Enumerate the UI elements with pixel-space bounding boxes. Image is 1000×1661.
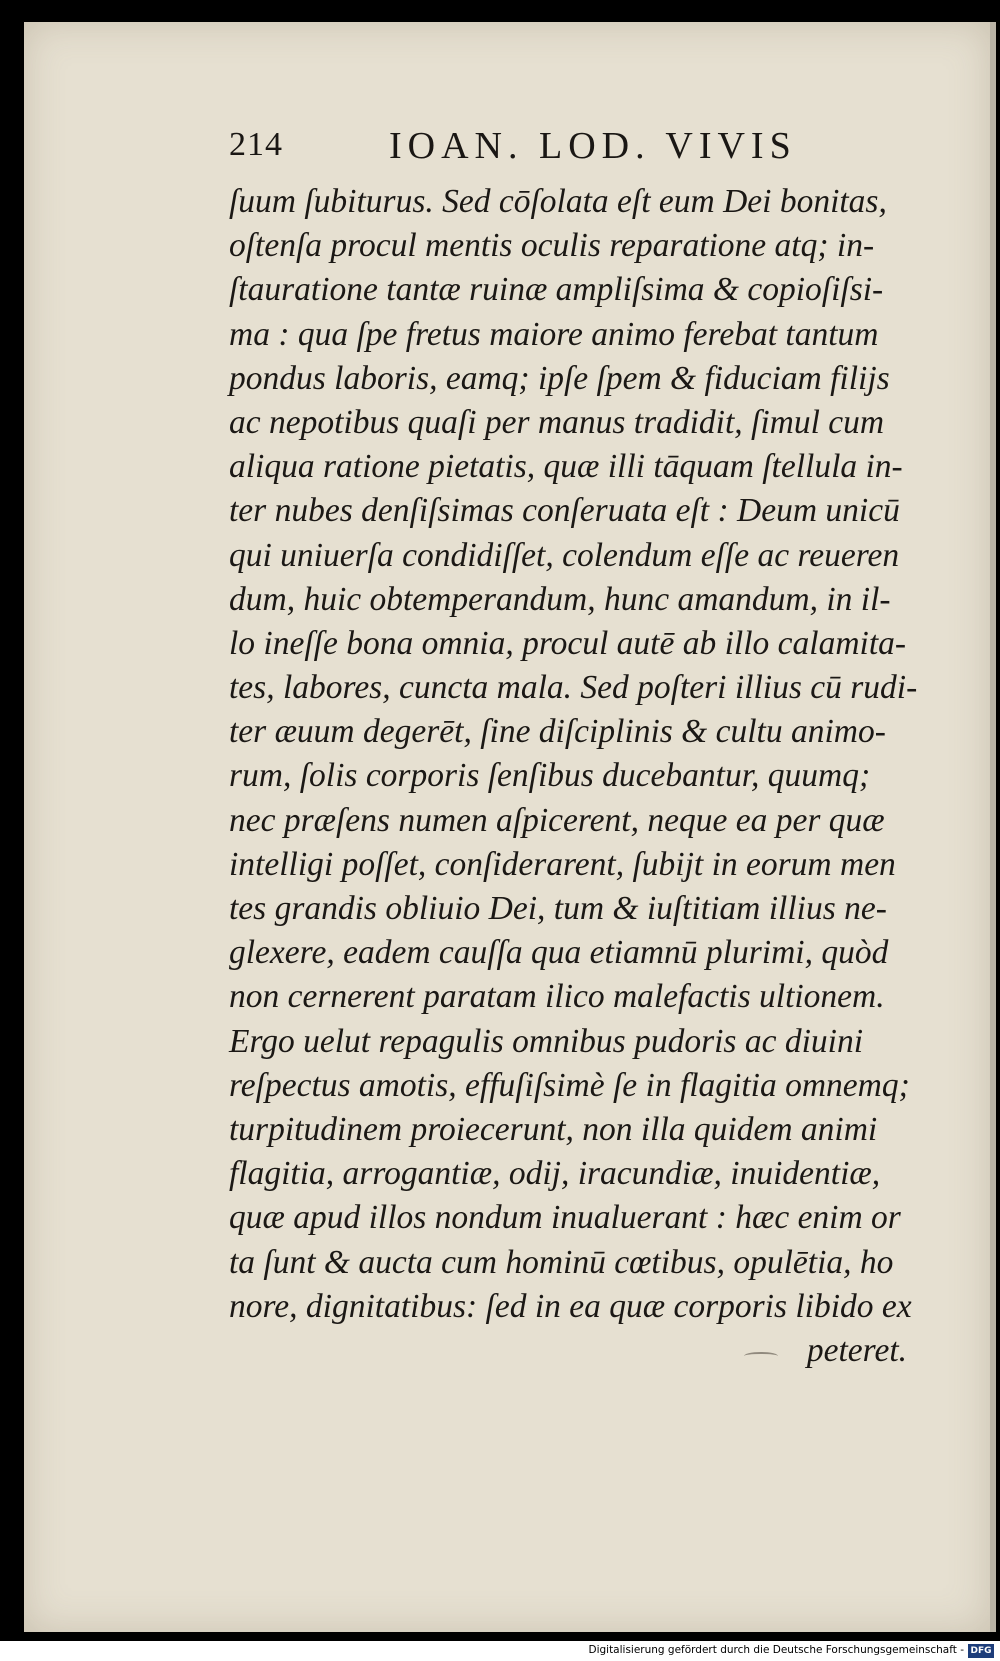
text-line: ac nepotibus quaſi per manus tradidit, ſimul cum: [229, 403, 885, 441]
text-line: ſtauratione tantæ ruinæ ampliſsima & copioſiſsi-: [229, 271, 884, 309]
text-line: non cernerent paratam ilico malefactis ultionem.: [229, 978, 885, 1016]
text-line: ter nubes denſiſsimas conſeruata eſt : Deum unicū: [229, 492, 900, 530]
text-line: quæ apud illos nondum inualuerant : hæc enim or: [229, 1199, 901, 1237]
text-line: ter æuum degerēt, ſine diſciplinis & cultu animo-: [229, 713, 886, 751]
text-line: qui uniuerſa condidiſſet, colendum eſſe ac reueren: [229, 536, 900, 574]
text-line: ma : qua ſpe fretus maiore animo ferebat tantum: [229, 315, 879, 353]
text-line: ſuum ſubiturus. Sed cōſolata eſt eum Dei bonitas,: [229, 183, 887, 220]
text-line: pondus laboris, eamq; ipſe ſpem & fiduciam filijs: [229, 359, 890, 397]
text-line: intelligi poſſet, conſiderarent, ſubijt in eorum men: [229, 845, 896, 883]
text-line: nore, dignitatibus: ſed in ea quæ corporis libido ex: [229, 1287, 912, 1325]
text-line: turpitudinem proiecerunt, non illa quidem animi: [229, 1110, 878, 1148]
text-line: tes grandis obliuio Dei, tum & iuſtitiam illius ne-: [229, 890, 887, 927]
text-line: lo ineſſe bona omnia, procul autē ab illo calamita-: [229, 624, 907, 662]
text-line: reſpectus amotis, effuſiſsimè ſe in flagitia omnemq;: [229, 1066, 910, 1104]
text-line: oſtenſa procul mentis oculis reparatione atq; in-: [229, 227, 875, 265]
running-head: IOAN. LOD. VIVIS: [389, 125, 797, 167]
digitization-footer: [0, 1641, 1000, 1661]
page-header: [229, 120, 849, 170]
text-line: aliqua ratione pietatis, quæ illi tāquam ſtellula in-: [229, 448, 903, 486]
text-line: glexere, eadem cauſſa qua etiamnū plurimi, quòd: [229, 934, 889, 972]
funding-credit: Digitalisierung gefördert durch die Deutsche Forschungsgemeinschaft -: [588, 1644, 964, 1656]
text-line: nec præſens numen aſpicerent, neque ea per quæ: [229, 801, 885, 839]
page-number: 214: [229, 126, 283, 163]
body-text: [229, 180, 929, 1373]
dfg-logo-icon: DFG: [968, 1644, 994, 1658]
book-page: [24, 22, 996, 1632]
printer-mark: [744, 1352, 778, 1360]
text-line: dum, huic obtemperandum, hunc amandum, in il-: [229, 580, 891, 618]
text-line: Ergo uelut repagulis omnibus pudoris ac diuini: [229, 1022, 864, 1060]
text-line: ta ſunt & aucta cum hominū cœtibus, opulētia, ho: [229, 1243, 894, 1281]
text-line: tes, labores, cuncta mala. Sed poſteri illius cū rudi-: [229, 669, 918, 707]
text-line: rum, ſolis corporis ſenſibus ducebantur, quumq;: [229, 757, 871, 795]
text-line-final: peteret.: [806, 1331, 907, 1369]
text-line: flagitia, arrogantiæ, odij, iracundiæ, inuidentiæ,: [229, 1155, 881, 1193]
